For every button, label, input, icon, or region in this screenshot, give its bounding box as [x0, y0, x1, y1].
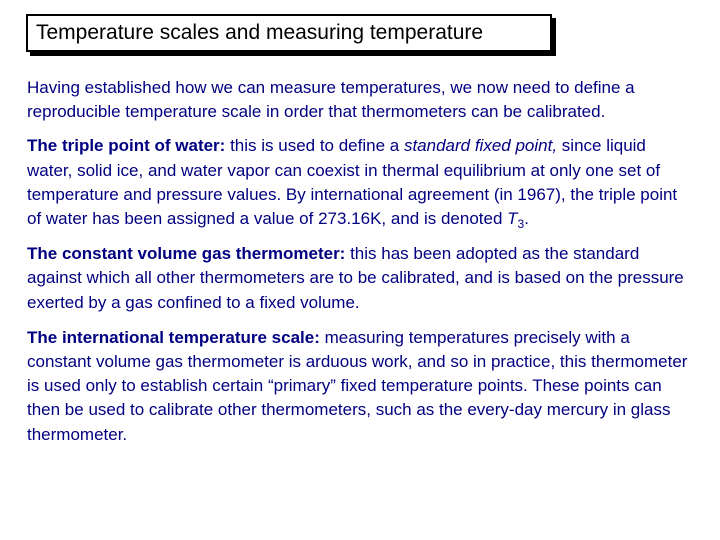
standard-fixed-point-emphasis: standard fixed point,: [403, 136, 558, 156]
triple-point-text-a: this is used to define a: [225, 136, 404, 156]
triple-point-paragraph: [27, 134, 692, 231]
international-scale-text: measuring temperatures precisely with a constant volume gas thermometer is arduous work, and so in practice, this thermometer is used only to establish certain “primary” fixed temperature points. These points can then be used to calibrate other thermometers, such as the every-day mercury in glass thermometer.: [27, 327, 688, 444]
international-scale-paragraph: [27, 326, 692, 447]
triple-point-term: The triple point of water:: [27, 136, 226, 156]
gas-thermometer-text: this has been adopted as the standard against which all other thermometers are to be calibrated, and is based on the pressure exerted by a gas confined to a fixed volume.: [27, 244, 684, 312]
gas-thermometer-term: The constant volume gas thermometer:: [27, 244, 346, 264]
triple-point-symbol-subscript: 3: [517, 217, 525, 232]
gas-thermometer-paragraph: [27, 242, 692, 315]
slide-body: [27, 76, 692, 458]
triple-point-text-c: .: [524, 209, 529, 229]
triple-point-text-b: since liquid water, solid ice, and water vapor can coexist in thermal equilibrium at only one set of temperature and pressure values. By international agreement (in 1967), the triple point of water has been assigned a value of 273.16K, and is denoted: [27, 136, 678, 229]
international-scale-term: The international temperature scale:: [27, 327, 320, 347]
triple-point-symbol: T: [507, 209, 518, 229]
intro-paragraph: Having established how we can measure temperatures, we now need to define a reproducible temperature scale in order that thermometers can be calibrated.: [27, 78, 635, 122]
slide-title: Temperature scales and measuring temperature: [26, 14, 552, 52]
